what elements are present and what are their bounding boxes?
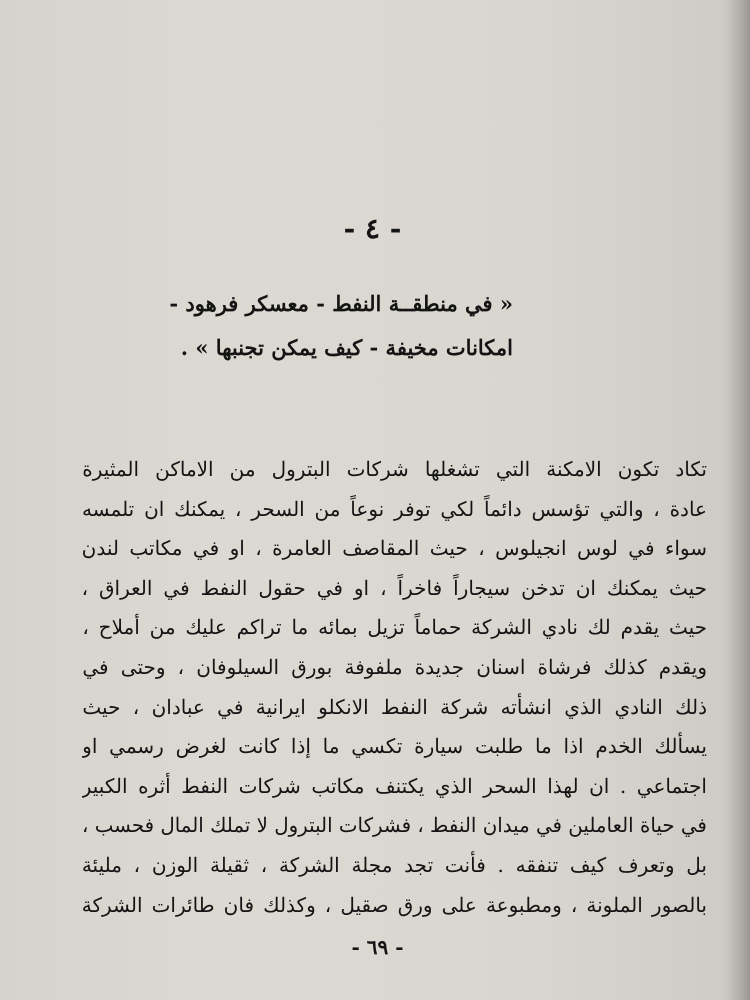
heading-line: امكانات مخيفة - كيف يمكن تجنبها » . (180, 335, 513, 360)
body-line: تكاد تكون الامكنة التي تشغلها شركات البترول من الاماكن المثيرة (82, 457, 707, 481)
body-line: بالصور الملونة ، ومطبوعة على ورق صقيل ، وكذلك فان طائرات الشركة (82, 892, 707, 917)
body-line: سواء في لوس انجيلوس ، حيث المقاصف العامرة ، او في مكاتب لندن (82, 536, 707, 561)
body-line: عادة ، والتي تؤسس دائماً لكي توفر نوعاً من السحر ، يمكنك ان تلمسه (82, 496, 707, 521)
body-line: حيث يمكنك ان تدخن سيجاراً فاخراً ، او في حقول النفط في العراق ، (82, 575, 707, 600)
chapter-heading (118, 282, 513, 370)
body-line: ويقدم كذلك فرشاة اسنان جديدة ملفوفة بورق السيلوفان ، وحتى في (82, 654, 707, 679)
body-line: في حياة العاملين في ميدان النفط ، فشركات البترول لا تملك المال فحسب ، (82, 813, 707, 838)
body-line: بل وتعرف كيف تنفقه . فأنت تجد مجلة الشركة ، ثقيلة الوزن ، مليئة (82, 852, 707, 877)
page-edge-shadow (728, 0, 750, 1000)
body-line: ذلك النادي الذي انشأته شركة النفط الانكلو ايرانية في عبادان ، حيث (82, 694, 707, 719)
body-line: اجتماعي . ان لهذا السحر الذي يكتنف مكاتب شركات النفط أثره الكبير (82, 773, 707, 798)
heading-line: « في منطقــة النفط - معسكر فرهود - (169, 291, 513, 316)
body-paragraph (82, 450, 707, 925)
body-line: حيث يقدم لك نادي الشركة حماماً تزيل بمائه ما تراكم عليك من أملاح ، (82, 615, 707, 640)
page-number: - ٦٩ - (351, 935, 404, 959)
body-line: يسألك الخدم اذا ما طلبت سيارة تكسي ما إذا كانت لغرض رسمي او (82, 734, 707, 759)
chapter-number: - ٤ - (343, 212, 402, 245)
